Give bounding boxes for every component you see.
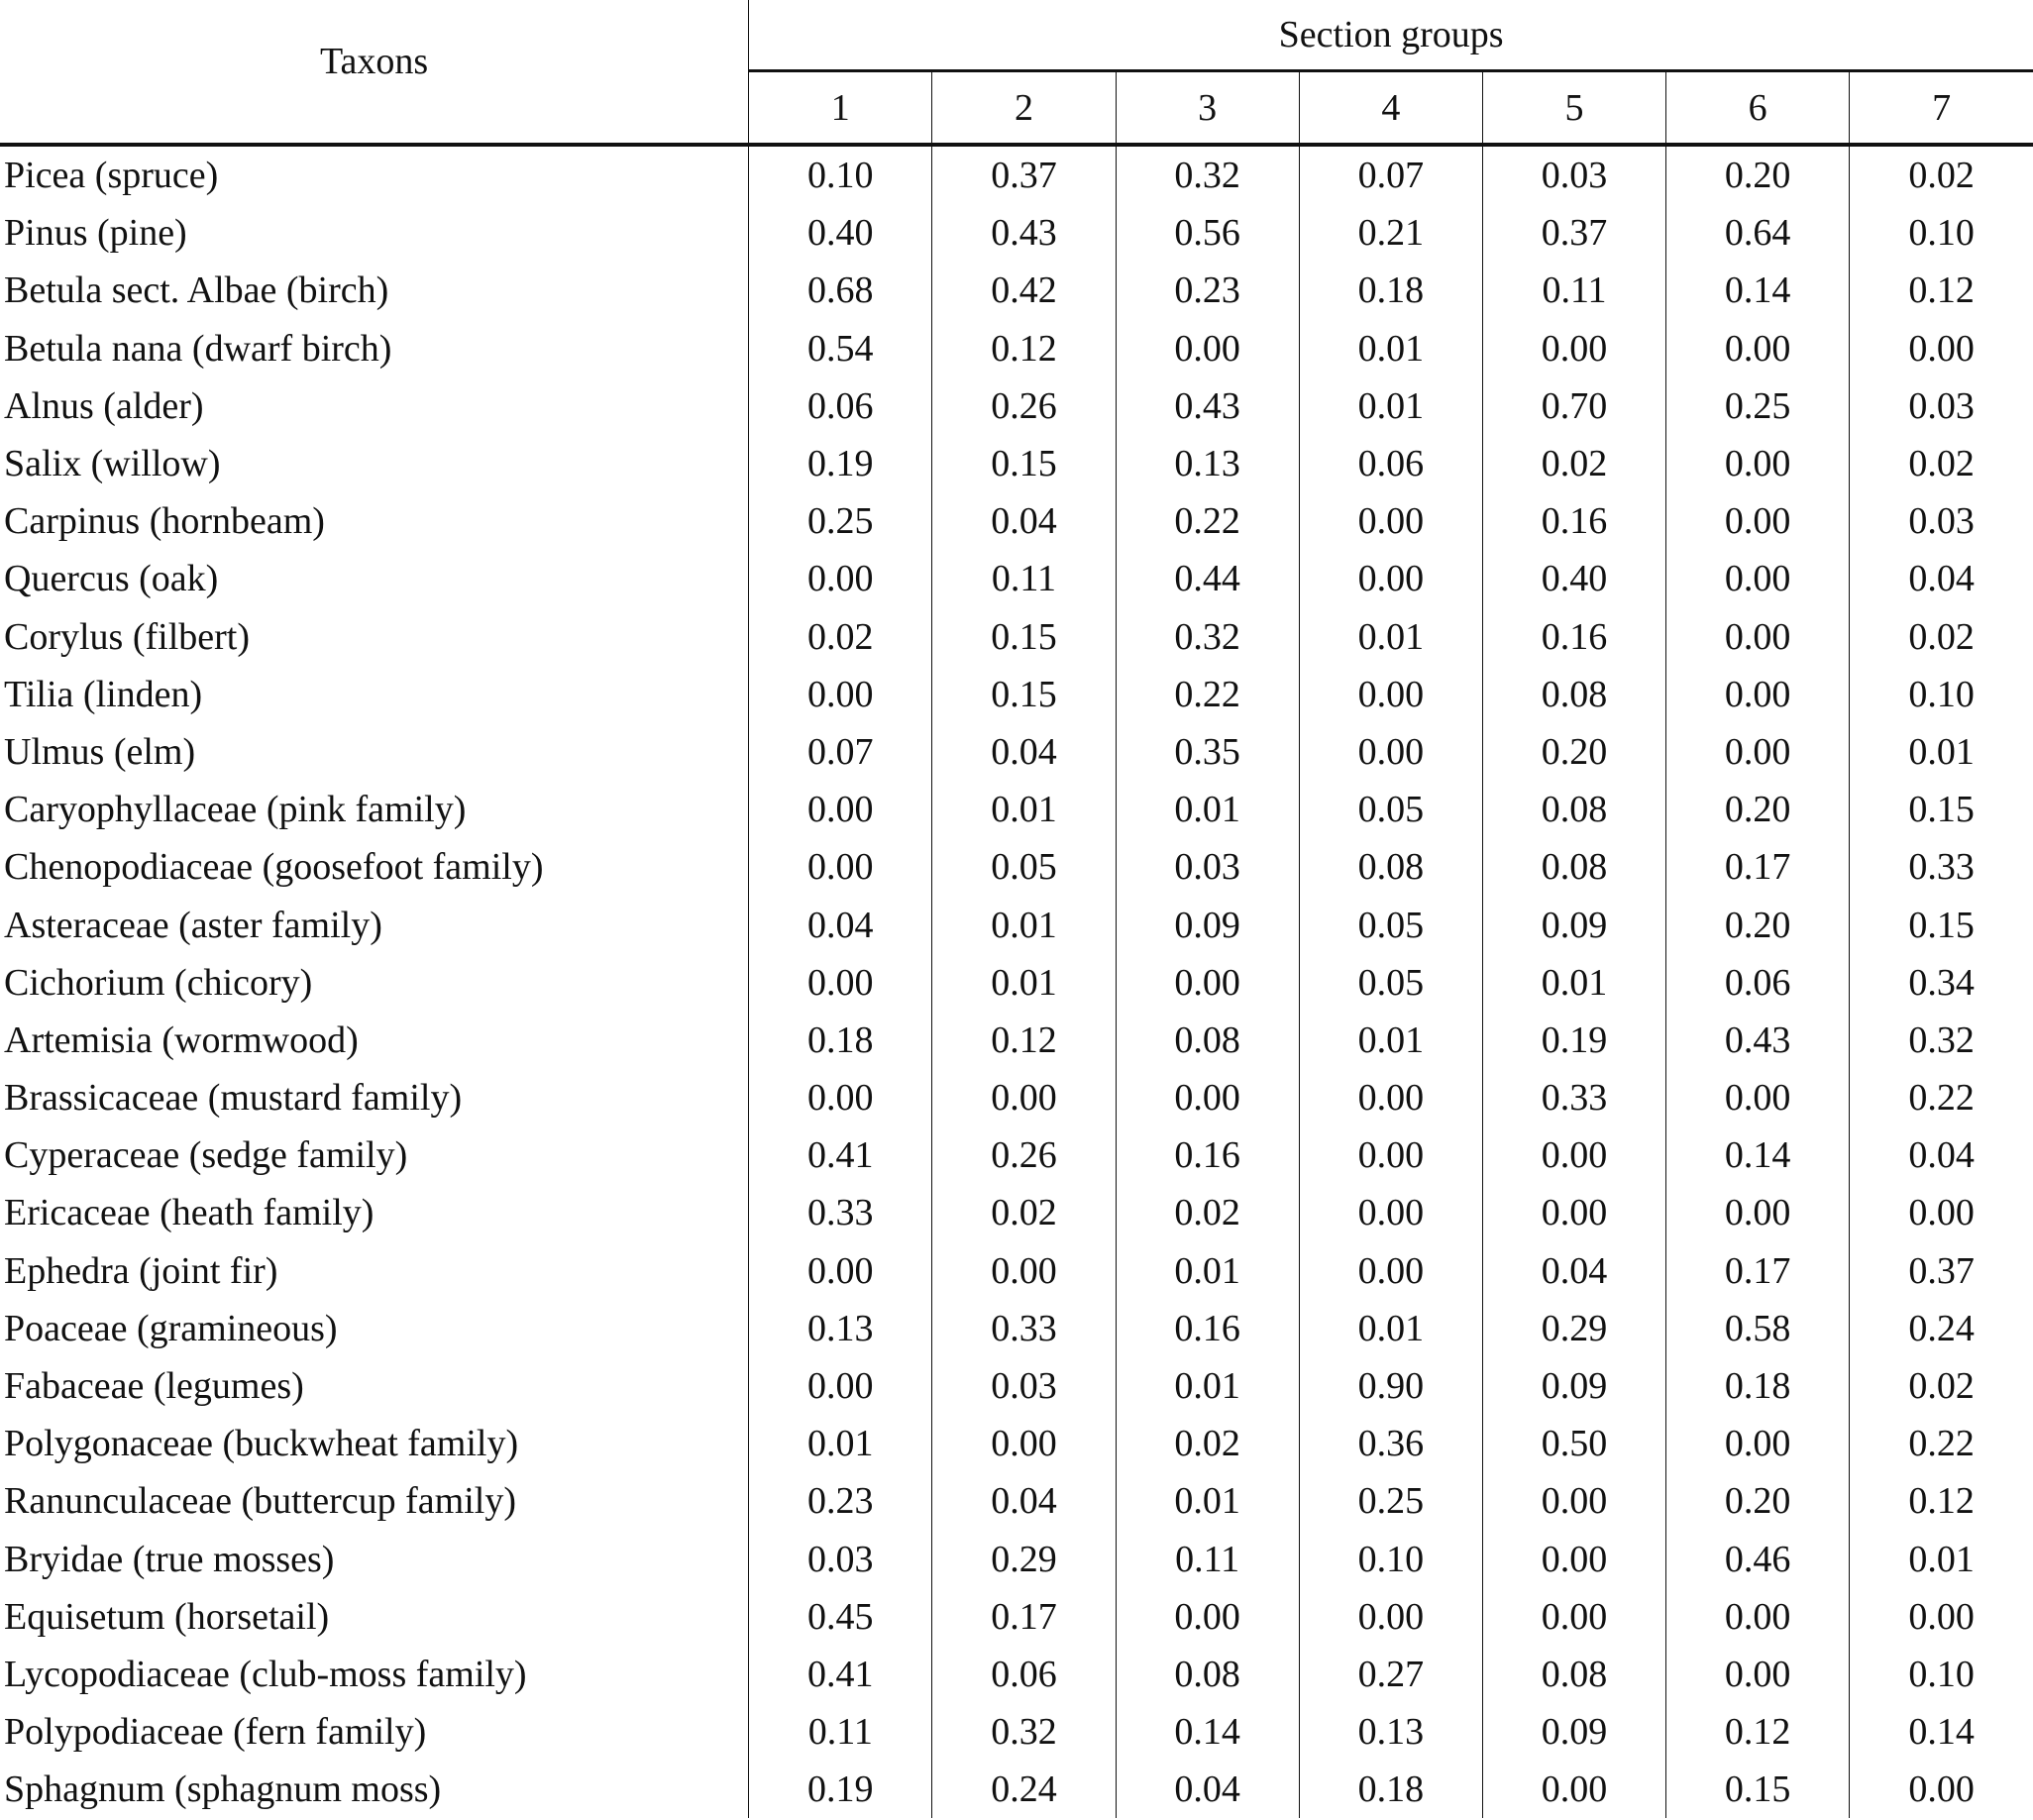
value-cell-group-2: 0.05: [932, 838, 1116, 896]
value-cell-group-1: 0.00: [749, 1242, 932, 1300]
value-cell-group-5: 0.29: [1482, 1300, 1665, 1357]
value-cell-group-2: 0.00: [932, 1069, 1116, 1126]
value-cell-group-7: 0.12: [1908, 269, 1975, 312]
value-cell-group-7: 0.01: [1908, 730, 1975, 773]
value-cell-group-7: 0.04: [1908, 558, 1975, 600]
value-cell-group-2: 0.33: [932, 1300, 1116, 1357]
value-cell-group-5: 0.00: [1482, 1588, 1665, 1646]
value-cell-group-1: 0.25: [749, 492, 932, 550]
value-cell-group-2: 0.37: [932, 145, 1116, 204]
value-cell-group-1: 0.33: [749, 1184, 932, 1241]
value-cell-group-3: 0.43: [1116, 377, 1299, 435]
table-row: [0, 1069, 2033, 1126]
value-cell-group-3: 0.11: [1116, 1531, 1299, 1588]
table-row: [0, 1472, 2033, 1530]
value-cell-group-6: 0.00: [1666, 1588, 1850, 1646]
table-row: [0, 1300, 2033, 1357]
value-cell-group-7: 0.02: [1908, 443, 1975, 485]
value-cell-group-6: 0.00: [1666, 550, 1850, 607]
value-cell-group-7: 0.03: [1908, 384, 1975, 427]
value-cell-group-2: 0.26: [932, 377, 1116, 435]
value-cell-group-6: 0.20: [1666, 145, 1850, 204]
value-cell-group-5: 0.00: [1482, 1472, 1665, 1530]
value-cell-group-7: 0.00: [1908, 327, 1975, 370]
value-cell-group-2: 0.03: [932, 1357, 1116, 1415]
value-cell-group-4: 0.27: [1299, 1646, 1482, 1703]
value-cell-group-4: 0.13: [1299, 1703, 1482, 1761]
taxon-name: Carpinus (hornbeam): [0, 492, 749, 550]
value-cell-group-4: 0.36: [1299, 1415, 1482, 1472]
value-cell-group-5: 0.37: [1482, 204, 1665, 262]
taxon-name: Quercus (oak): [0, 550, 749, 607]
value-cell-group-2: 0.01: [932, 781, 1116, 838]
value-cell-group-2: 0.26: [932, 1126, 1116, 1184]
value-cell-group-5: 0.00: [1482, 1184, 1665, 1241]
value-cell-group-2: 0.15: [932, 608, 1116, 666]
value-cell-group-6: 0.58: [1666, 1300, 1850, 1357]
group-header-1: 1: [749, 71, 932, 146]
value-cell-group-3: 0.08: [1116, 1012, 1299, 1069]
table-row: [0, 145, 2033, 204]
value-cell-group-2: 0.04: [932, 1472, 1116, 1530]
value-cell-group-7: 0.22: [1908, 1423, 1975, 1465]
value-cell-group-5: 0.50: [1482, 1415, 1665, 1472]
table-row: [0, 377, 2033, 435]
value-cell-group-6: 0.43: [1666, 1012, 1850, 1069]
taxon-name: Chenopodiaceae (goosefoot family): [0, 838, 749, 896]
value-cell-group-2: 0.04: [932, 723, 1116, 781]
value-cell-group-1: 0.41: [749, 1646, 932, 1703]
value-cell-group-4: 0.01: [1299, 377, 1482, 435]
value-cell-group-1: 0.41: [749, 1126, 932, 1184]
table-row: [0, 1531, 2033, 1588]
table-row: [0, 838, 2033, 896]
value-cell-group-3: 0.08: [1116, 1646, 1299, 1703]
value-cell-group-6: 0.46: [1666, 1531, 1850, 1588]
value-cell-group-3: 0.02: [1116, 1184, 1299, 1241]
value-cell-group-5: 0.01: [1482, 954, 1665, 1012]
value-cell-group-7: 0.00: [1908, 1768, 1975, 1811]
value-cell-group-3: 0.01: [1116, 1472, 1299, 1530]
value-cell-group-1: 0.07: [749, 723, 932, 781]
table-row: [0, 1703, 2033, 1761]
table-row: [0, 204, 2033, 262]
value-cell-group-7: 0.22: [1908, 1077, 1975, 1120]
value-cell-group-7: 0.15: [1908, 904, 1975, 946]
table-row: [0, 1012, 2033, 1069]
group-header-7: 7: [1850, 71, 2033, 146]
value-cell-group-7: 0.24: [1908, 1307, 1975, 1349]
value-cell-group-3: 0.01: [1116, 1242, 1299, 1300]
value-cell-group-7: 0.00: [1908, 1192, 1975, 1234]
value-cell-group-3: 0.01: [1116, 1357, 1299, 1415]
value-cell-group-7: 0.04: [1908, 1134, 1975, 1177]
value-cell-group-3: 0.00: [1116, 1069, 1299, 1126]
value-cell-group-4: 0.00: [1299, 550, 1482, 607]
value-cell-group-7: 0.12: [1908, 1480, 1975, 1523]
value-cell-group-4: 0.18: [1299, 1761, 1482, 1818]
table-row: [0, 608, 2033, 666]
value-cell-group-3: 0.22: [1116, 666, 1299, 723]
taxon-name: Bryidae (true mosses): [0, 1531, 749, 1588]
value-cell-group-4: 0.08: [1299, 838, 1482, 896]
value-cell-group-1: 0.68: [749, 262, 932, 319]
taxons-header-label: Taxons: [320, 41, 429, 82]
value-cell-group-5: 0.16: [1482, 608, 1665, 666]
taxon-name: Caryophyllaceae (pink family): [0, 781, 749, 838]
group-header-5: 5: [1482, 71, 1665, 146]
value-cell-group-3: 0.32: [1116, 608, 1299, 666]
value-cell-group-2: 0.42: [932, 262, 1116, 319]
group-header-3: 3: [1116, 71, 1299, 146]
value-cell-group-1: 0.00: [749, 1069, 932, 1126]
value-cell-group-2: 0.01: [932, 954, 1116, 1012]
value-cell-group-6: 0.20: [1666, 1472, 1850, 1530]
value-cell-group-2: 0.15: [932, 435, 1116, 492]
value-cell-group-5: 0.00: [1482, 320, 1665, 377]
value-cell-group-4: 0.00: [1299, 1069, 1482, 1126]
taxon-name: Poaceae (gramineous): [0, 1300, 749, 1357]
value-cell-group-5: 0.40: [1482, 550, 1665, 607]
value-cell-group-3: 0.14: [1116, 1703, 1299, 1761]
value-cell-group-5: 0.09: [1482, 896, 1665, 953]
value-cell-group-6: 0.17: [1666, 838, 1850, 896]
table-row: [0, 1357, 2033, 1415]
value-cell-group-1: 0.06: [749, 377, 932, 435]
value-cell-group-1: 0.00: [749, 550, 932, 607]
taxon-name: Betula nana (dwarf birch): [0, 320, 749, 377]
value-cell-group-4: 0.07: [1299, 145, 1482, 204]
value-cell-group-5: 0.03: [1482, 145, 1665, 204]
value-cell-group-4: 0.21: [1299, 204, 1482, 262]
value-cell-group-6: 0.20: [1666, 781, 1850, 838]
value-cell-group-1: 0.18: [749, 1012, 932, 1069]
value-cell-group-4: 0.01: [1299, 1012, 1482, 1069]
value-cell-group-7: 0.32: [1908, 1018, 1975, 1061]
group-header-4: 4: [1299, 71, 1482, 146]
value-cell-group-4: 0.00: [1299, 723, 1482, 781]
value-cell-group-3: 0.03: [1116, 838, 1299, 896]
value-cell-group-7: 0.34: [1908, 961, 1975, 1004]
value-cell-group-6: 0.00: [1666, 492, 1850, 550]
table-header: [0, 0, 2033, 145]
table-row: [0, 1184, 2033, 1241]
value-cell-group-2: 0.00: [932, 1242, 1116, 1300]
value-cell-group-7: 0.10: [1908, 1653, 1975, 1695]
table-row: [0, 550, 2033, 607]
value-cell-group-5: 0.00: [1482, 1126, 1665, 1184]
value-cell-group-5: 0.33: [1482, 1069, 1665, 1126]
value-cell-group-5: 0.19: [1482, 1012, 1665, 1069]
value-cell-group-1: 0.23: [749, 1472, 932, 1530]
value-cell-group-5: 0.09: [1482, 1703, 1665, 1761]
taxon-name: Brassicaceae (mustard family): [0, 1069, 749, 1126]
value-cell-group-1: 0.02: [749, 608, 932, 666]
value-cell-group-4: 0.01: [1299, 608, 1482, 666]
value-cell-group-2: 0.02: [932, 1184, 1116, 1241]
table-row: [0, 1588, 2033, 1646]
value-cell-group-4: 0.00: [1299, 666, 1482, 723]
value-cell-group-4: 0.10: [1299, 1531, 1482, 1588]
value-cell-group-1: 0.13: [749, 1300, 932, 1357]
value-cell-group-6: 0.14: [1666, 262, 1850, 319]
value-cell-group-4: 0.01: [1299, 1300, 1482, 1357]
value-cell-group-7: 0.33: [1908, 846, 1975, 889]
taxon-name: Betula sect. Albae (birch): [0, 262, 749, 319]
group-header-2: 2: [932, 71, 1116, 146]
value-cell-group-2: 0.15: [932, 666, 1116, 723]
value-cell-group-7: 0.02: [1908, 1365, 1975, 1408]
value-cell-group-6: 0.00: [1666, 1415, 1850, 1472]
value-cell-group-6: 0.20: [1666, 896, 1850, 953]
value-cell-group-4: 0.00: [1299, 1242, 1482, 1300]
value-cell-group-2: 0.01: [932, 896, 1116, 953]
table-row: [0, 1415, 2033, 1472]
taxon-name: Cichorium (chicory): [0, 954, 749, 1012]
value-cell-group-7: 0.10: [1908, 212, 1975, 255]
value-cell-group-7: 0.00: [1908, 1595, 1975, 1638]
table-row: [0, 492, 2033, 550]
value-cell-group-3: 0.00: [1116, 1588, 1299, 1646]
table-row: [0, 1242, 2033, 1300]
value-cell-group-6: 0.00: [1666, 1184, 1850, 1241]
table-row: [0, 666, 2033, 723]
value-cell-group-1: 0.00: [749, 954, 932, 1012]
value-cell-group-1: 0.04: [749, 896, 932, 953]
value-cell-group-3: 0.16: [1116, 1300, 1299, 1357]
taxons-header: [0, 0, 749, 145]
value-cell-group-3: 0.13: [1116, 435, 1299, 492]
value-cell-group-6: 0.12: [1666, 1703, 1850, 1761]
taxon-name: Lycopodiaceae (club-moss family): [0, 1646, 749, 1703]
value-cell-group-6: 0.15: [1666, 1761, 1850, 1818]
value-cell-group-4: 0.01: [1299, 320, 1482, 377]
taxon-name: Sphagnum (sphagnum moss): [0, 1761, 749, 1818]
value-cell-group-2: 0.12: [932, 320, 1116, 377]
value-cell-group-2: 0.11: [932, 550, 1116, 607]
value-cell-group-1: 0.40: [749, 204, 932, 262]
value-cell-group-7: 0.15: [1908, 789, 1975, 831]
value-cell-group-5: 0.09: [1482, 1357, 1665, 1415]
value-cell-group-4: 0.05: [1299, 781, 1482, 838]
taxon-name: Ulmus (elm): [0, 723, 749, 781]
value-cell-group-6: 0.25: [1666, 377, 1850, 435]
value-cell-group-7: 0.02: [1908, 155, 1975, 197]
value-cell-group-2: 0.32: [932, 1703, 1116, 1761]
table-row: [0, 1126, 2033, 1184]
value-cell-group-4: 0.00: [1299, 492, 1482, 550]
header-row-top: [0, 0, 2033, 71]
value-cell-group-2: 0.04: [932, 492, 1116, 550]
value-cell-group-5: 0.11: [1482, 262, 1665, 319]
value-cell-group-6: 0.18: [1666, 1357, 1850, 1415]
table-body: [0, 145, 2033, 1818]
value-cell-group-3: 0.01: [1116, 781, 1299, 838]
value-cell-group-1: 0.00: [749, 666, 932, 723]
value-cell-group-7: 0.14: [1908, 1711, 1975, 1754]
value-cell-group-6: 0.64: [1666, 204, 1850, 262]
value-cell-group-4: 0.25: [1299, 1472, 1482, 1530]
taxon-name: Tilia (linden): [0, 666, 749, 723]
value-cell-group-3: 0.35: [1116, 723, 1299, 781]
value-cell-group-7: 0.37: [1908, 1249, 1975, 1292]
table-row: [0, 723, 2033, 781]
value-cell-group-3: 0.22: [1116, 492, 1299, 550]
value-cell-group-5: 0.20: [1482, 723, 1665, 781]
value-cell-group-5: 0.00: [1482, 1531, 1665, 1588]
table-row: [0, 1761, 2033, 1818]
taxon-name: Polypodiaceae (fern family): [0, 1703, 749, 1761]
section-groups-header: Section groups: [749, 0, 2033, 71]
value-cell-group-2: 0.00: [932, 1415, 1116, 1472]
value-cell-group-1: 0.19: [749, 435, 932, 492]
value-cell-group-1: 0.01: [749, 1415, 932, 1472]
value-cell-group-3: 0.23: [1116, 262, 1299, 319]
value-cell-group-4: 0.00: [1299, 1588, 1482, 1646]
value-cell-group-5: 0.70: [1482, 377, 1665, 435]
value-cell-group-3: 0.09: [1116, 896, 1299, 953]
value-cell-group-1: 0.19: [749, 1761, 932, 1818]
value-cell-group-4: 0.18: [1299, 262, 1482, 319]
value-cell-group-3: 0.44: [1116, 550, 1299, 607]
value-cell-group-6: 0.00: [1666, 723, 1850, 781]
value-cell-group-6: 0.00: [1666, 320, 1850, 377]
value-cell-group-4: 0.00: [1299, 1184, 1482, 1241]
value-cell-group-1: 0.00: [749, 838, 932, 896]
value-cell-group-7: 0.10: [1908, 673, 1975, 715]
value-cell-group-6: 0.00: [1666, 1069, 1850, 1126]
taxon-name: Equisetum (horsetail): [0, 1588, 749, 1646]
value-cell-group-2: 0.12: [932, 1012, 1116, 1069]
value-cell-group-4: 0.05: [1299, 896, 1482, 953]
value-cell-group-6: 0.00: [1666, 666, 1850, 723]
value-cell-group-7: 0.01: [1908, 1538, 1975, 1580]
taxon-name: Cyperaceae (sedge family): [0, 1126, 749, 1184]
value-cell-group-1: 0.00: [749, 1357, 932, 1415]
value-cell-group-5: 0.04: [1482, 1242, 1665, 1300]
taxon-name: Picea (spruce): [0, 145, 749, 204]
group-header-6: 6: [1666, 71, 1850, 146]
value-cell-group-5: 0.02: [1482, 435, 1665, 492]
value-cell-group-4: 0.06: [1299, 435, 1482, 492]
taxon-name: Asteraceae (aster family): [0, 896, 749, 953]
taxon-name: Pinus (pine): [0, 204, 749, 262]
taxon-name: Salix (willow): [0, 435, 749, 492]
value-cell-group-1: 0.54: [749, 320, 932, 377]
table-row: [0, 781, 2033, 838]
value-cell-group-6: 0.06: [1666, 954, 1850, 1012]
value-cell-group-3: 0.16: [1116, 1126, 1299, 1184]
taxon-name: Ephedra (joint fir): [0, 1242, 749, 1300]
value-cell-group-5: 0.08: [1482, 1646, 1665, 1703]
table-row: [0, 1646, 2033, 1703]
table-row: [0, 320, 2033, 377]
table-row: [0, 954, 2033, 1012]
value-cell-group-5: 0.08: [1482, 666, 1665, 723]
value-cell-group-1: 0.10: [749, 145, 932, 204]
value-cell-group-4: 0.00: [1299, 1126, 1482, 1184]
table-row: [0, 435, 2033, 492]
value-cell-group-6: 0.14: [1666, 1126, 1850, 1184]
value-cell-group-6: 0.00: [1666, 608, 1850, 666]
taxon-name: Ericaceae (heath family): [0, 1184, 749, 1241]
taxon-name: Artemisia (wormwood): [0, 1012, 749, 1069]
value-cell-group-3: 0.02: [1116, 1415, 1299, 1472]
value-cell-group-3: 0.00: [1116, 954, 1299, 1012]
value-cell-group-5: 0.08: [1482, 838, 1665, 896]
value-cell-group-1: 0.11: [749, 1703, 932, 1761]
value-cell-group-6: 0.00: [1666, 435, 1850, 492]
value-cell-group-2: 0.24: [932, 1761, 1116, 1818]
value-cell-group-1: 0.45: [749, 1588, 932, 1646]
value-cell-group-2: 0.06: [932, 1646, 1116, 1703]
value-cell-group-3: 0.56: [1116, 204, 1299, 262]
taxon-name: Polygonaceae (buckwheat family): [0, 1415, 749, 1472]
value-cell-group-1: 0.03: [749, 1531, 932, 1588]
value-cell-group-7: 0.03: [1908, 500, 1975, 543]
value-cell-group-7: 0.02: [1908, 615, 1975, 658]
value-cell-group-4: 0.90: [1299, 1357, 1482, 1415]
value-cell-group-5: 0.00: [1482, 1761, 1665, 1818]
value-cell-group-4: 0.05: [1299, 954, 1482, 1012]
taxon-name: Alnus (alder): [0, 377, 749, 435]
value-cell-group-3: 0.32: [1116, 145, 1299, 204]
value-cell-group-2: 0.43: [932, 204, 1116, 262]
value-cell-group-5: 0.16: [1482, 492, 1665, 550]
table-row: [0, 896, 2033, 953]
value-cell-group-2: 0.29: [932, 1531, 1116, 1588]
value-cell-group-6: 0.00: [1666, 1646, 1850, 1703]
value-cell-group-2: 0.17: [932, 1588, 1116, 1646]
taxon-name: Corylus (filbert): [0, 608, 749, 666]
value-cell-group-1: 0.00: [749, 781, 932, 838]
value-cell-group-3: 0.04: [1116, 1761, 1299, 1818]
taxon-name: Fabaceae (legumes): [0, 1357, 749, 1415]
table-row: [0, 262, 2033, 319]
value-cell-group-6: 0.17: [1666, 1242, 1850, 1300]
value-cell-group-5: 0.08: [1482, 781, 1665, 838]
value-cell-group-3: 0.00: [1116, 320, 1299, 377]
taxon-name: Ranunculaceae (buttercup family): [0, 1472, 749, 1530]
